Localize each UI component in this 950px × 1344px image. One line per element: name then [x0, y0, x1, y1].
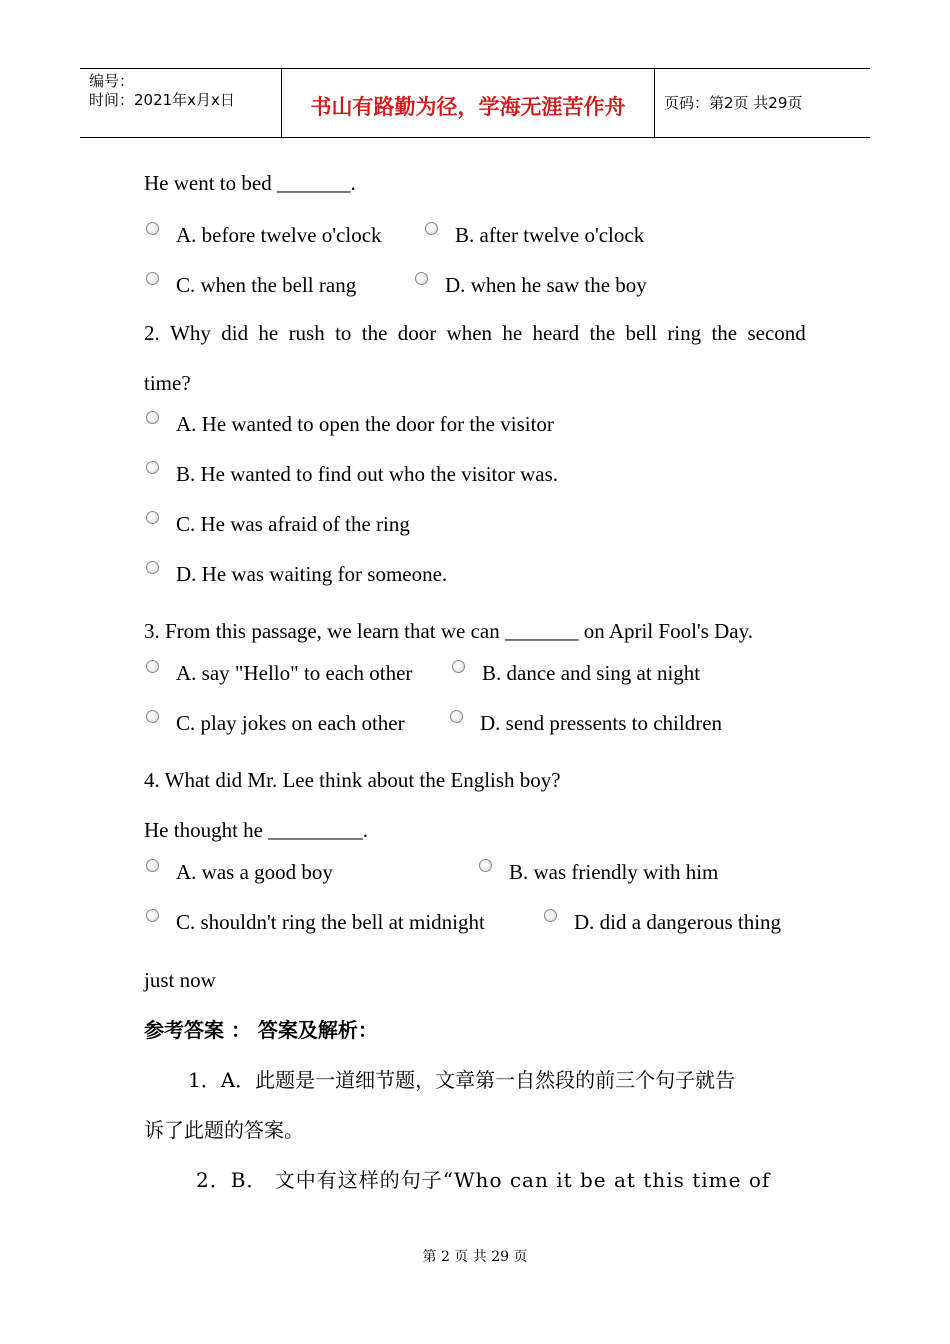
q1-option-d: D. when he saw the boy: [445, 273, 647, 297]
q2-stem: [144, 321, 806, 345]
q1-option-c: C. when the bell rang: [176, 273, 357, 297]
answer-1: 1．A．此题是一道细节题，文章第一自然段的前三个句子就告: [188, 1068, 736, 1092]
q3-option-a: A. say "Hello" to each other: [176, 661, 413, 685]
q4-radio-a[interactable]: [146, 859, 159, 872]
q4-option-c: C. shouldn't ring the bell at midnight: [176, 910, 485, 934]
q4-radio-d[interactable]: [544, 909, 557, 922]
page-header: [80, 68, 870, 138]
time-label: 时间：2021年x月x日: [89, 91, 235, 109]
page-info: 页码：第2页 共29页: [664, 94, 803, 112]
q1-option-b: B. after twelve o'clock: [455, 223, 645, 247]
q2-option-b: B. He wanted to find out who the visitor was.: [176, 462, 559, 486]
q2-radio-b[interactable]: [146, 461, 159, 474]
q3-radio-c[interactable]: [146, 710, 159, 723]
q4-radio-c[interactable]: [146, 909, 159, 922]
q4-option-d-cont: just now: [144, 968, 216, 992]
q3-radio-d[interactable]: [450, 710, 463, 723]
q2-word: Why: [170, 321, 211, 345]
header-motto-cell: [282, 69, 655, 137]
q2-word: did: [221, 321, 249, 345]
q2-radio-c[interactable]: [146, 511, 159, 524]
q2-word: when: [446, 321, 493, 345]
q4-stem-2: He thought he _________.: [144, 818, 368, 842]
header-left-cell: [80, 69, 282, 137]
q2-word: ring: [667, 321, 702, 345]
q2-option-c: C. He was afraid of the ring: [176, 512, 410, 536]
q1-radio-a[interactable]: [146, 222, 159, 235]
q3-stem: 3. From this passage, we learn that we can _______ on April Fool's Day.: [144, 619, 753, 643]
q2-word: second: [747, 321, 806, 345]
q1-radio-d[interactable]: [415, 272, 428, 285]
answer-2: 2．B． 文中有这样的句子“Who can it be at this time of: [196, 1168, 771, 1192]
answers-heading: 参考答案 ： 答案及解析：: [144, 1018, 378, 1042]
q2-word: 2.: [144, 321, 160, 345]
header-right-cell: [655, 69, 870, 137]
q1-radio-b[interactable]: [425, 222, 438, 235]
serial-label: 编号：: [89, 72, 135, 90]
q2-word: bell: [625, 321, 657, 345]
q2-word: door: [397, 321, 437, 345]
q2-radio-d[interactable]: [146, 561, 159, 574]
q4-option-b: B. was friendly with him: [509, 860, 719, 884]
q2-option-d: D. He was waiting for someone.: [176, 562, 448, 586]
q2-word: the: [711, 321, 738, 345]
q2-word: to: [335, 321, 352, 345]
q2-word: the: [361, 321, 388, 345]
q3-option-b: B. dance and sing at night: [482, 661, 701, 685]
page-footer: 第 2 页 共 29 页: [422, 1249, 528, 1265]
q4-radio-b[interactable]: [479, 859, 492, 872]
q4-option-a: A. was a good boy: [176, 860, 333, 884]
q2-word: he: [502, 321, 523, 345]
q4-stem: 4. What did Mr. Lee think about the English boy?: [144, 768, 561, 792]
answer-1-cont: 诉了此题的答案。: [144, 1118, 304, 1142]
q2-word: he: [258, 321, 279, 345]
q3-option-d: D. send pressents to children: [480, 711, 723, 735]
q2-option-a: A. He wanted to open the door for the visitor: [176, 412, 554, 436]
q4-option-d: D. did a dangerous thing: [574, 910, 782, 934]
q1-radio-c[interactable]: [146, 272, 159, 285]
q2-radio-a[interactable]: [146, 411, 159, 424]
q3-radio-a[interactable]: [146, 660, 159, 673]
q3-option-c: C. play jokes on each other: [176, 711, 405, 735]
q2-word: the: [589, 321, 616, 345]
q2-stem-cont: time?: [144, 371, 191, 395]
q2-word: heard: [532, 321, 580, 345]
q1-stem: He went to bed _______.: [144, 171, 356, 195]
motto: 书山有路勤为径，学海无涯苦作舟: [310, 95, 626, 119]
q2-word: rush: [288, 321, 325, 345]
q3-radio-b[interactable]: [452, 660, 465, 673]
q1-option-a: A. before twelve o'clock: [176, 223, 382, 247]
